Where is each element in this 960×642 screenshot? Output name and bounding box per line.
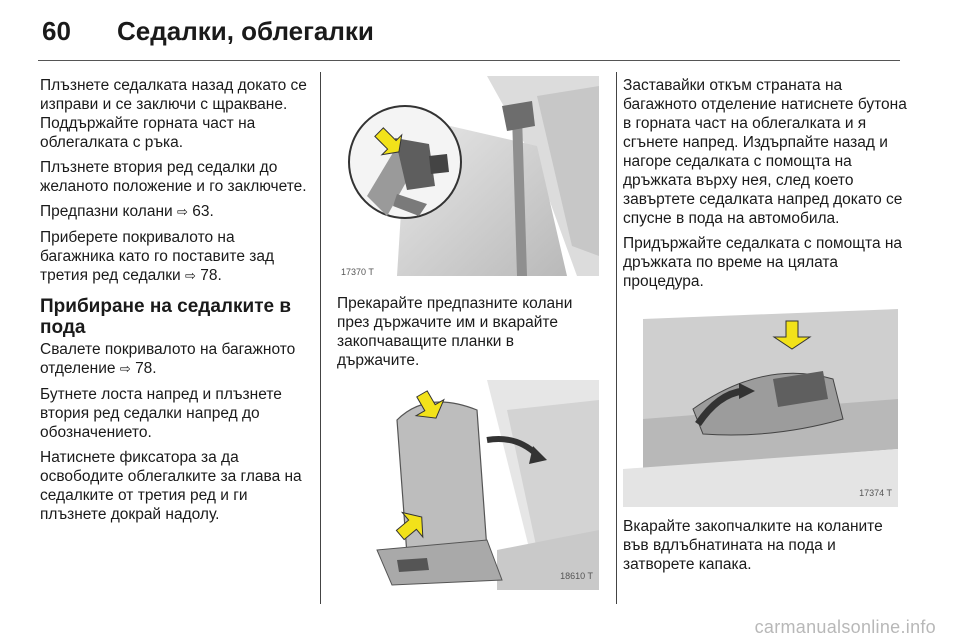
watermark: carmanualsonline.info [754,617,936,637]
paragraph: Вкарайте закопчалките на коланите във вдлъбнатината на пода и затворете капака. [623,518,883,573]
column-left [40,76,312,530]
figure-seat-fold [337,380,599,590]
figure-code: 18610 T [560,571,593,581]
reference-arrow-icon: ⇨ [119,362,131,377]
paragraph: Прекарайте предпазните колани през държачите им и вкарайте закопчаващите планки в държачите. [337,295,573,369]
paragraph: Бутнете лоста напред и плъзнете втория ред седалки напред до обозначението. [40,386,282,441]
paragraph-seatbelts-ref: Предпазни колани ⇨ 63. [40,203,214,220]
paragraph-cover-ref: Приберете покривалото на багажника като го поставите зад третия ред седалки ⇨ 78. [40,229,275,284]
page-title: Седалки, облегалки [117,16,374,46]
page-number: 60 [42,16,71,46]
buckle-recess-illustration [623,299,898,507]
paragraph: Заставайки откъм страната на багажното отделение натиснете бутона в горната част на облегалката и я сгънете напред. Издърпайте назад и нагоре седалката с помощта на дръжката върху нея, след което завъртете седалката напред докато се спусне в пода на автомобила. [623,77,907,227]
figure-seatbelt-holder [337,76,599,286]
column-right [623,76,908,580]
paragraph: Плъзнете втория ред седалки до желаното положение и го заключете. [40,159,307,195]
paragraph: Придържайте седалката с помощта на дръжката по време на цялата процедура. [623,235,903,290]
page-reference-link[interactable]: 78. [200,267,222,284]
page-reference-link[interactable]: 78. [135,360,157,377]
column-divider [320,72,321,604]
reference-arrow-icon: ⇨ [185,269,196,284]
seat-fold-illustration [337,380,599,590]
column-divider [616,72,617,604]
figure-code: 17370 T [341,267,374,277]
seatbelt-holder-illustration [337,76,599,286]
figure-buckle-recess [623,299,898,507]
figure-code: 17374 T [859,488,892,498]
header-divider [38,60,900,61]
paragraph-cover-remove: Свалете покривалото на багажното отделение ⇨ 78. [40,341,296,377]
reference-arrow-icon: ⇨ [177,205,188,220]
paragraph: Плъзнете седалката назад докато се изправи и се заключи с щракване. Поддържайте горната част на облегалката с ръка. [40,77,307,151]
column-middle [337,76,599,590]
section-heading: Прибиране на седалките в пода [40,296,292,338]
page-reference-link[interactable]: 63. [192,203,214,220]
paragraph: Натиснете фиксатора за да освободите облегалките за глава на седалките от третия ред и ги плъзнете докрай надолу. [40,449,302,523]
